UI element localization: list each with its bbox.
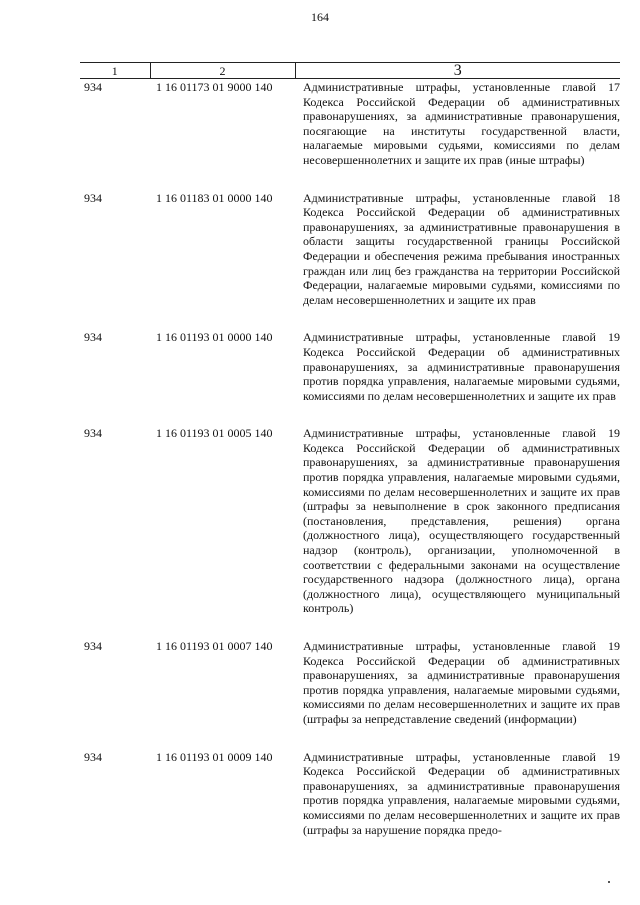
admin-code-cell: 934 (84, 330, 102, 345)
scan-speck-decoration (608, 881, 610, 883)
kbk-code-cell: 1 16 01193 01 0009 140 (156, 749, 273, 764)
budget-codes-table (80, 62, 620, 837)
kbk-code-cell: 1 16 01173 01 9000 140 (156, 80, 273, 94)
table-row (80, 190, 620, 330)
page-number: 164 (311, 10, 329, 24)
table-row (80, 425, 620, 638)
table-row (80, 638, 620, 749)
table-row (80, 749, 620, 838)
kbk-code-cell: 1 16 01193 01 0007 140 (156, 639, 273, 653)
admin-code-cell: 934 (84, 190, 102, 205)
admin-code-cell: 934 (84, 80, 102, 94)
admin-code-cell: 934 (84, 639, 102, 653)
description-cell: Административные штрафы, установленные главой 17 Кодекса Российской Федерации об административных правонарушениях, за административные правонарушения, посягающие на институты государственной власти, налагаемые мировыми судьями, комиссиями по делам несовершеннолетних и защите их прав (иные штрафы) (303, 80, 620, 167)
description-cell: Административные штрафы, установленные главой 18 Кодекса Российской Федерации об административных правонарушениях, за административные правонарушения в области защиты государственной границы Российской Федерации и обеспечения режима пребывания иностранных граждан или лиц без гражданства на территории Российской Федерации, налагаемые мировыми судьями, комиссиями по делам несовершеннолетних и защите их прав (303, 190, 620, 307)
kbk-code-cell: 1 16 01193 01 0005 140 (156, 426, 273, 441)
table-header-row (80, 63, 620, 79)
admin-code-cell: 934 (84, 749, 102, 764)
column-header-1: 1 (80, 63, 150, 79)
kbk-code-cell: 1 16 01183 01 0000 140 (156, 190, 273, 205)
admin-code-cell: 934 (84, 426, 102, 441)
description-cell: Административные штрафы, установленные главой 19 Кодекса Российской Федерации об административных правонарушениях, за административные правонарушения против порядка управления, налагаемые мировыми судьями, комиссиями по делам несовершеннолетних и защите их прав (303, 330, 620, 403)
kbk-code-cell: 1 16 01193 01 0000 140 (156, 330, 273, 345)
table-row (80, 329, 620, 425)
description-cell: Административные штрафы, установленные главой 19 Кодекса Российской Федерации об административных правонарушениях, за административные правонарушения против порядка управления, налагаемые мировыми судьями, комиссиями по делам несовершеннолетних и защите их прав (штрафы за непредставление сведений (информации) (303, 639, 620, 726)
column-header-2: 2 (150, 63, 295, 79)
description-cell: Административные штрафы, установленные главой 19 Кодекса Российской Федерации об административных правонарушениях, за административные правонарушения против порядка управления, налагаемые мировыми судьями, комиссиями по делам несовершеннолетних и защите их прав (штрафы за невыполнение в срок законного предписания (постановления, представления, решения) органа (должностного лица), осуществляющего государственный надзор (контроль), организации, уполномоченной в соответствии с федеральными законами на осуществление государственного надзора (должностного лица), органа (должностного лица), осуществляющего муниципальный контроль) (303, 426, 620, 616)
table-row (80, 79, 620, 190)
description-cell: Административные штрафы, установленные главой 19 Кодекса Российской Федерации об административных правонарушениях, за административные правонарушения против порядка управления, налагаемые мировыми судьями, комиссиями по делам несовершеннолетних и защите их прав (штрафы за нарушение порядка предо- (303, 749, 620, 837)
column-header-3: 3 (295, 63, 620, 79)
